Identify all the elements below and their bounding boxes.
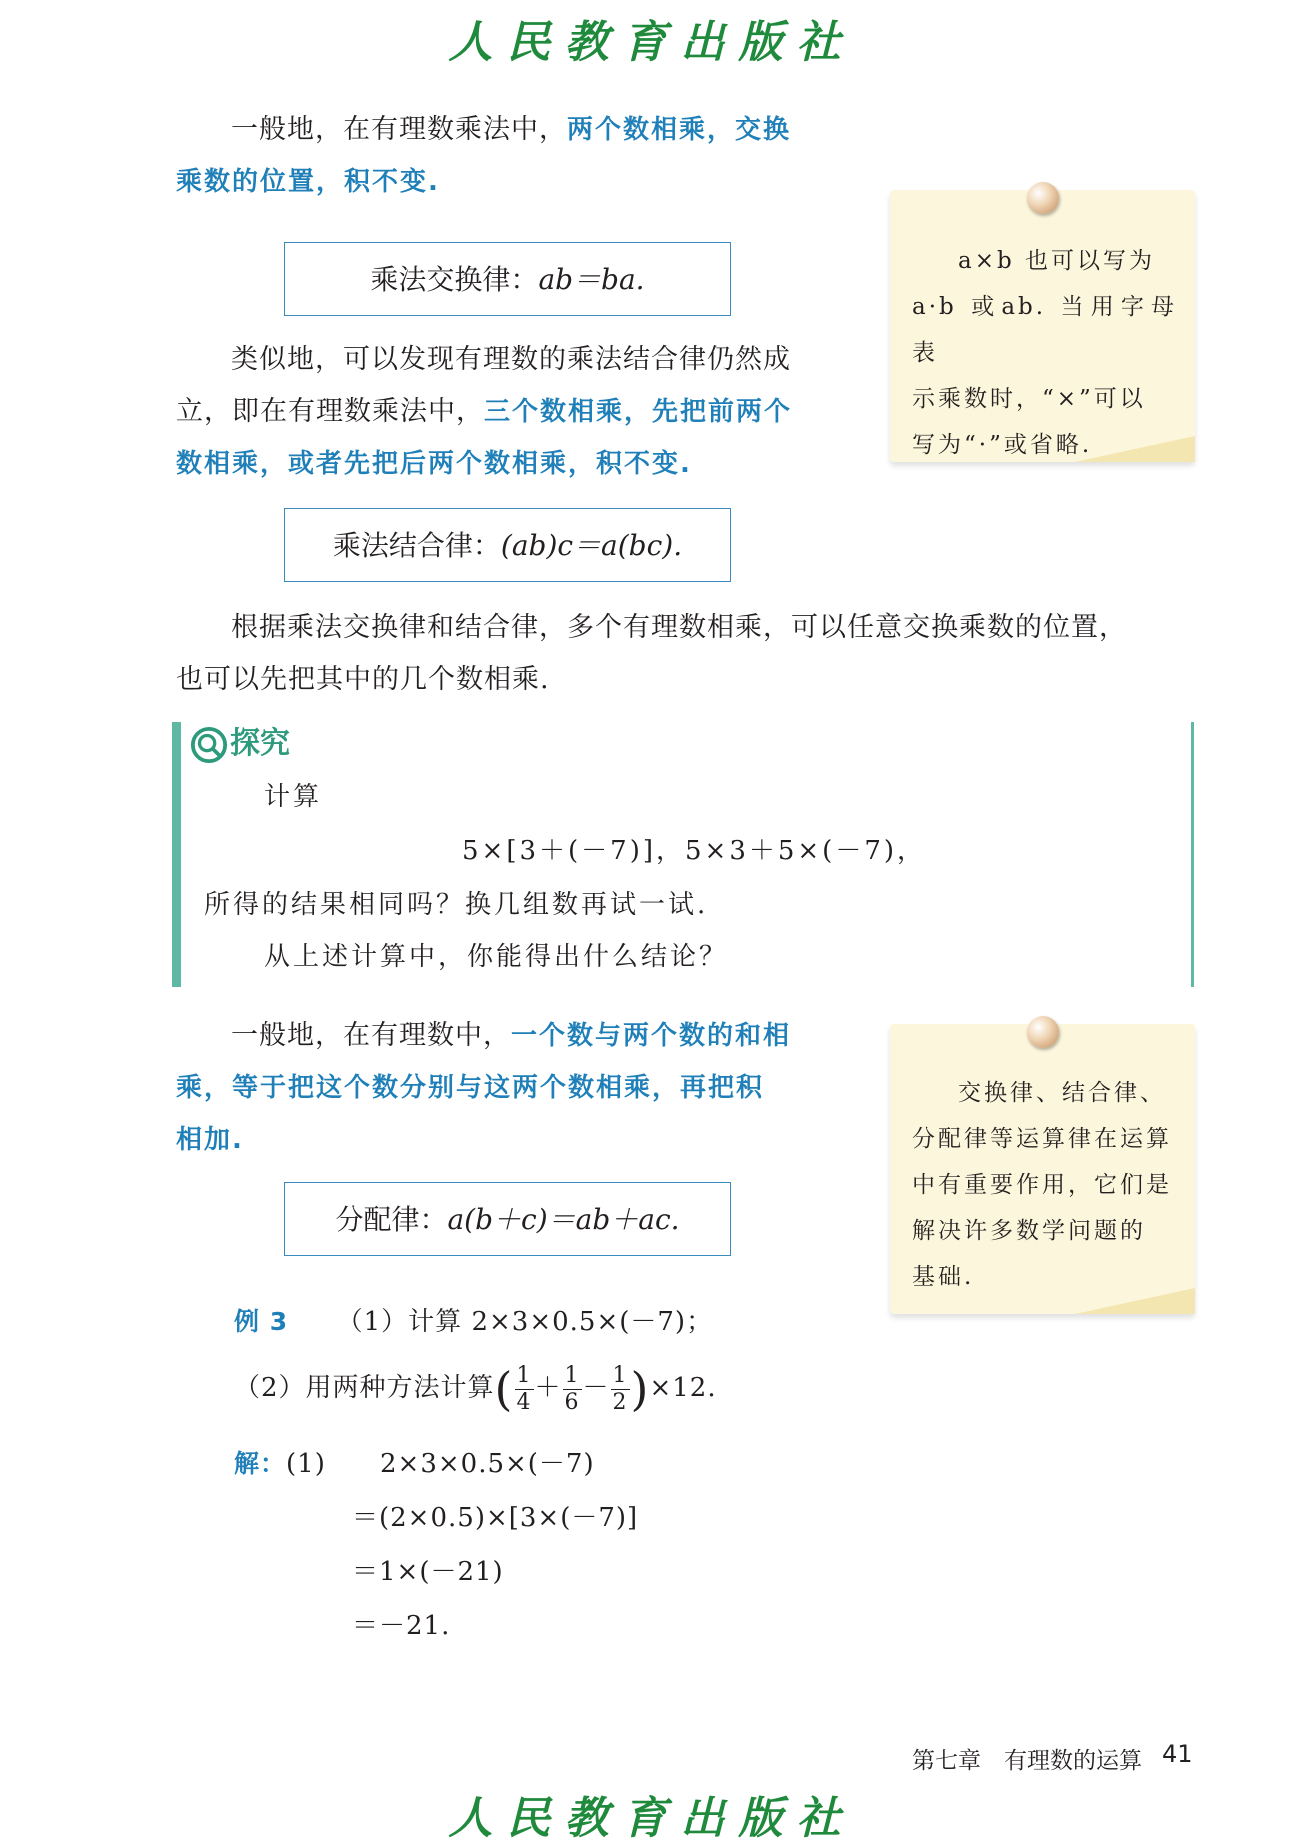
explore-left-bar <box>172 722 181 987</box>
example-3-part-2: （2）用两种方法计算( $\frac{1}{4}$ ＋ $\frac{1}{6}$ － $\frac{1}{2}$ )×12. <box>234 1362 717 1416</box>
fraction-1-4: $\frac{1}{4}$ <box>516 1362 532 1415</box>
fraction-1-6: $\frac{1}{6}$ <box>564 1362 580 1415</box>
publisher-watermark-top: 人民教育出版社 <box>448 17 855 68</box>
side-note-laws: 交换律、结合律、 分配律等运算律在运算 中有重要作用，它们是 解决许多数学问题的 基础. <box>890 1024 1195 1314</box>
solution-step-2: ＝(2×0.5)×[3×(－7)] <box>352 1503 639 1533</box>
paragraph-associative: 类似地，可以发现有理数的乘法结合律仍然成 立，即在有理数乘法中，三个数相乘，先把前两个 数相乘，或者先把后两个数相乘，积不变. <box>176 344 793 479</box>
example-3-part-1: 例 3 （1）计算 2×3×0.5×(－7)； <box>234 1307 714 1337</box>
solution-step-1: 2×3×0.5×(－7) <box>380 1449 595 1479</box>
pushpin-icon <box>1027 182 1059 214</box>
law-box-commutative: 乘法交换律：ab＝ba. <box>284 242 731 316</box>
explore-line-3: 所得的结果相同吗？换几组数再试一试. <box>204 890 709 920</box>
law-box-distributive: 分配律：a(b＋c)＝ab＋ac. <box>284 1182 731 1256</box>
paragraph-summary: 根据乘法交换律和结合律，多个有理数相乘，可以任意交换乘数的位置， 也可以先把其中的几个数相乘. <box>176 612 1127 695</box>
explore-right-bar <box>1191 722 1194 987</box>
fraction-1-2: $\frac{1}{2}$ <box>612 1362 628 1415</box>
paragraph-commutative: 一般地，在有理数乘法中，两个数相乘，交换 乘数的位置，积不变. <box>176 114 792 197</box>
explore-magnifier-icon <box>190 726 228 764</box>
paragraph-distributive: 一般地，在有理数中，一个数与两个数的和相 乘，等于把这个数分别与这两个数相乘，再把积 相加. <box>176 1020 792 1155</box>
publisher-watermark-bottom: 人民教育出版社 <box>448 1793 855 1844</box>
example-label: 例 3 <box>234 1307 289 1336</box>
pushpin-icon <box>1027 1016 1059 1048</box>
explore-formula: 5×[3＋(－7)]，5×3＋5×(－7)， <box>462 836 927 866</box>
footer-chapter: 第七章 有理数的运算 <box>912 1748 1142 1774</box>
solution-step-3: ＝1×(－21) <box>352 1557 504 1587</box>
explore-line-4: 从上述计算中，你能得出什么结论？ <box>264 942 729 972</box>
solution-label: 解： <box>234 1449 287 1478</box>
explore-line-1: 计算 <box>264 782 323 812</box>
explore-title: 探究 <box>230 726 290 761</box>
explore-section <box>172 722 1194 987</box>
solution-step-4: ＝－21. <box>352 1611 451 1641</box>
page-number: 41 <box>1162 1740 1193 1768</box>
solution-label-line: 解：(1) <box>234 1449 326 1479</box>
law-box-associative: 乘法结合律：(ab)c＝a(bc). <box>284 508 731 582</box>
side-note-notation: a×b 也可以写为 a·b 或ab. 当用字母表 示乘数时，“×”可以 写为“·”或省略. <box>890 190 1195 462</box>
